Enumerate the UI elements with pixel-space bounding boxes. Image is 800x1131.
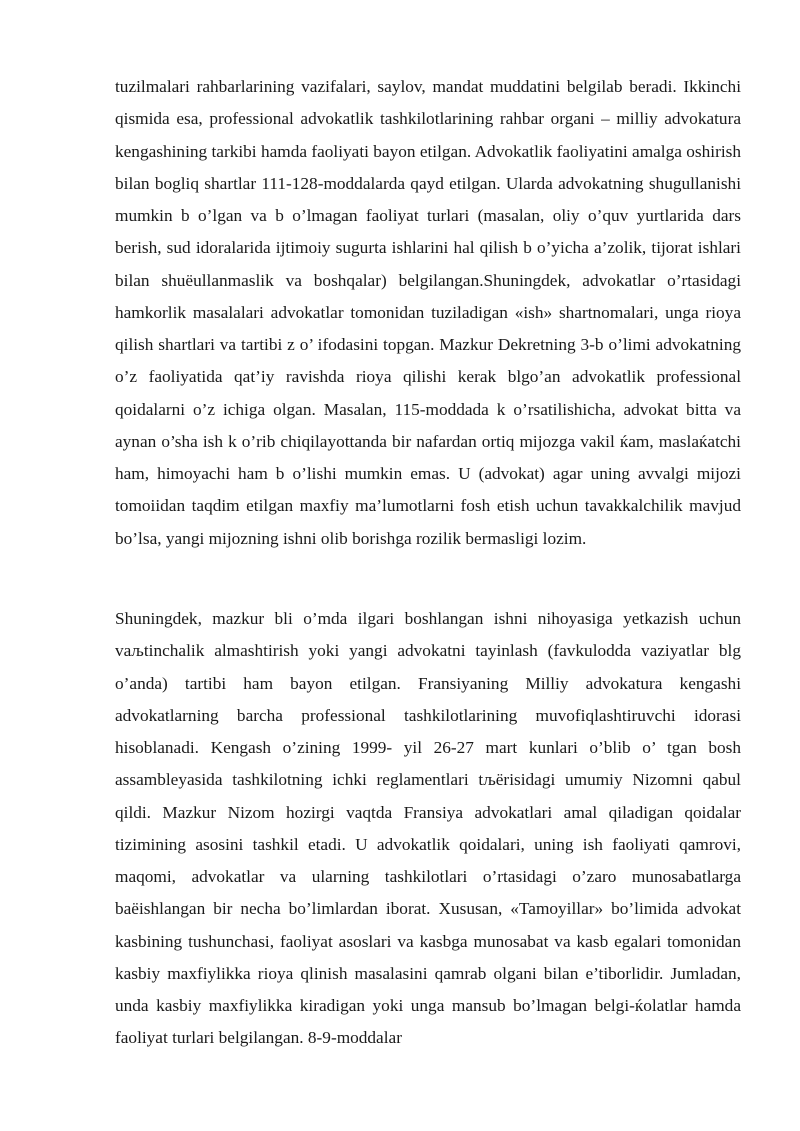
paragraph-1 [115, 71, 741, 555]
paragraph-2 [115, 603, 741, 1055]
paragraph-2-text: Shuningdek, mazkur bli o’mda ilgari boshlangan ishni nihoyasiga yetkazish uchun vaљtinchalik almashtirish yoki yangi advokatni tayinlash (favkulodda vaziyatlar blg o’anda) tartibi ham bayon etilgan. Fransiyaning Milliy advokatura kengashi advokatlarning barcha professional tashkilotlarining muvofiqlashtiruvchi idorasi hisoblanadi. Kengash o’zining 1999- yil 26-27 mart kunlari o’blib o’ tgan bosh assambleyasida tashkilotning ichki reglamentlari tљёrisidagi umumiy Nizomni qabul qildi. Mazkur Nizom hozirgi vaqtda Fransiya advokatlari amal qiladigan qoidalar tizimining asosini tashkil etadi. U advokatlik qoidalari, uning ish faoliyati qamrovi, maqomi, advokatlar va ularning tashkilotlari o’rtasidagi o’zaro munosabatlarga baёishlangan bir necha bo’limlardan iborat. Xususan, «Tamoyillar» bo’limida advokat kasbining tushunchasi, faoliyat asoslari va kasbga munosabat va kasb egalari tomonidan kasbiy maxfiylikka rioya qlinish masalasini qamrab olgani bilan e’tiborlidir. Jumladan, unda kasbiy maxfiylikka kiradigan yoki unga mansub bo’lmagan belgi-ќolatlar hamda faoliyat turlari belgilangan. 8-9-moddalar [115, 609, 741, 1048]
paragraph-1-text: tuzilmalari rahbarlarining vazifalari, saylov, mandat muddatini belgilab beradi. Ikkinchi qismida esa, professional advokatlik tashkilotlarining rahbar organi – milliy advokatura kengashining tarkibi hamda faoliyati bayon etilgan. Advokatlik faoliyatini amalga oshirish bilan bogliq shartlar 111-128-moddalarda qayd etilgan. Ularda advokatning shugullanishi mumkin b o’lgan va b o’lmagan faoliyat turlari (masalan, oliy o’quv yurtlarida dars berish, sud idoralarida ijtimoiy sugurta ishlarini hal qilish b o’yicha a’zolik, tijorat ishlari bilan shuёullanmaslik va boshqalar) belgilangan.Shuningdek, advokatlar o’rtasidagi hamkorlik masalalari advokatlar tomonidan tuziladigan «ish» shartnomalari, unga rioya qilish shartlari va tartibi z o’ ifodasini topgan. Mazkur Dekretning 3-b o’limi advokatning o’z faoliyatida qat’iy ravishda rioya qilishi kerak blgo’an advokatlik professional qoidalarni o’z ichiga olgan. Masalan, 115-moddada k o’rsatilishicha, advokat bitta va aynan o’sha ish k o’rib chiqilayottanda bir nafardan ortiq mijozga vakil ќam, maslaќatchi ham, himoyachi ham b o’lishi mumkin emas. U (advokat) agar uning avvalgi mijozi tomoiidan taqdim etilgan maxfiy ma’lumotlarni fosh etish uchun tavakkalchilik mavjud bo’lsa, yangi mijozning ishni olib borishga rozilik bermasligi lozim. [115, 77, 741, 548]
